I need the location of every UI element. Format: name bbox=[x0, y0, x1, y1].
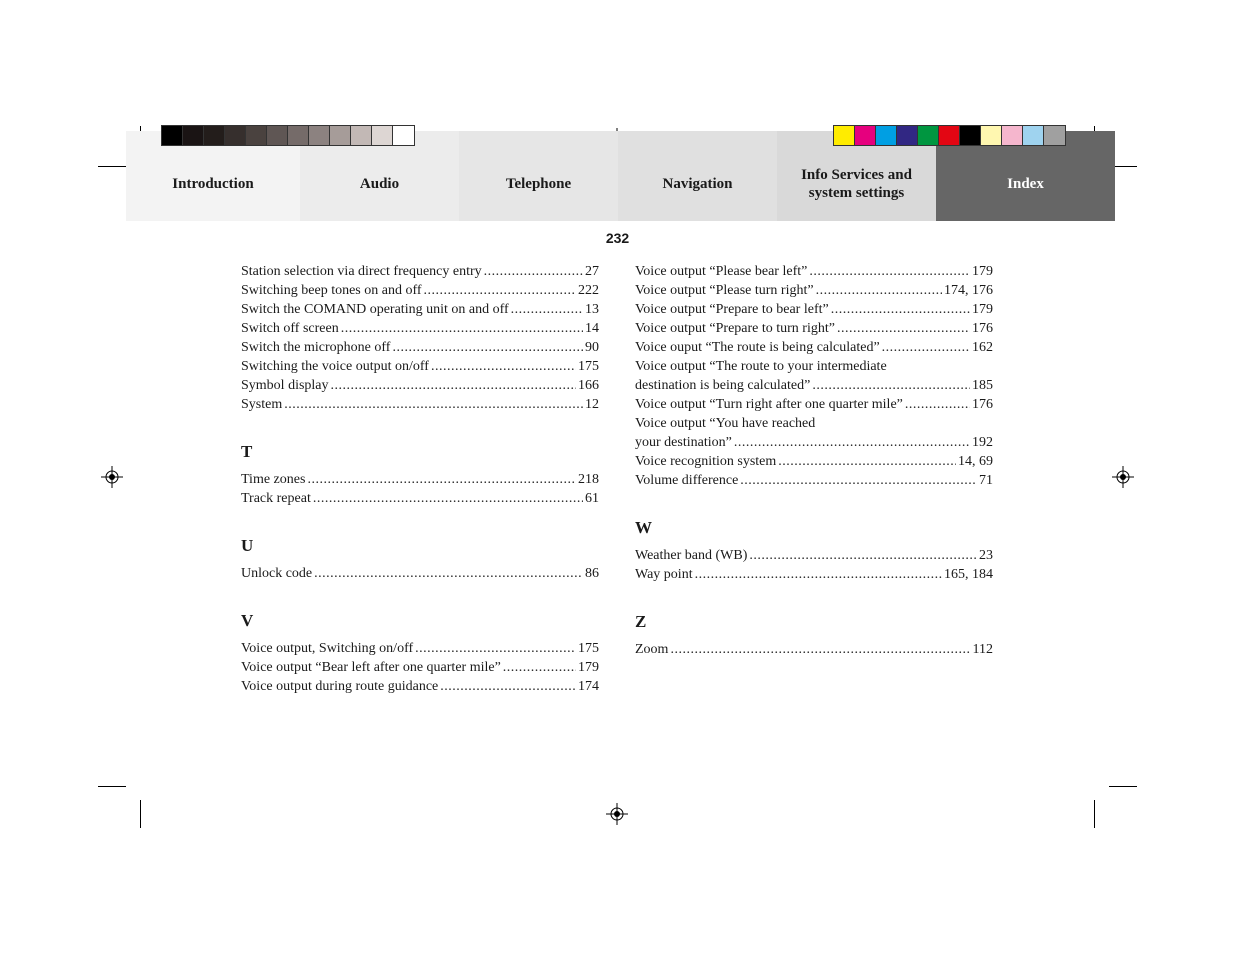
index-entry-term: Switch the microphone off bbox=[241, 340, 391, 355]
index-entry[interactable] bbox=[635, 262, 993, 281]
color-swatch bbox=[897, 126, 918, 145]
index-entry-term: Volume difference bbox=[635, 473, 739, 488]
crop-mark bbox=[1094, 800, 1095, 828]
dot-leader bbox=[740, 471, 977, 490]
index-entry-pages: 13 bbox=[585, 302, 599, 317]
dot-leader bbox=[831, 300, 970, 319]
index-entry[interactable] bbox=[635, 395, 993, 414]
index-entry-term: Voice output “Bear left after one quarter mile” bbox=[241, 660, 501, 675]
index-group-v bbox=[241, 639, 599, 696]
dot-leader bbox=[734, 433, 970, 452]
index-entry[interactable] bbox=[241, 677, 599, 696]
index-entry-pages: 162 bbox=[972, 340, 993, 355]
index-letter-heading: T bbox=[241, 442, 253, 461]
index-entry-term: Station selection via direct frequency entry bbox=[241, 264, 482, 279]
index-entry-pages: 185 bbox=[972, 378, 993, 393]
index-entry[interactable] bbox=[635, 565, 993, 584]
index-entry[interactable] bbox=[635, 433, 993, 452]
color-swatch bbox=[1023, 126, 1044, 145]
color-swatch bbox=[267, 126, 288, 145]
index-column-left bbox=[241, 262, 599, 696]
index-entry[interactable] bbox=[635, 471, 993, 490]
index-entry-pages: 175 bbox=[578, 359, 599, 374]
index-group-v-end bbox=[635, 452, 993, 490]
page-number: 232 bbox=[605, 230, 630, 246]
index-entry[interactable] bbox=[241, 376, 599, 395]
index-entry[interactable] bbox=[635, 300, 993, 319]
index-entry-term: Voice recognition system bbox=[635, 454, 777, 469]
index-group-s bbox=[241, 262, 599, 414]
color-swatch bbox=[1002, 126, 1023, 145]
dot-leader bbox=[503, 658, 576, 677]
index-entry-pages: 14 bbox=[585, 321, 599, 336]
dot-leader bbox=[431, 357, 576, 376]
dot-leader bbox=[314, 564, 583, 583]
dot-leader bbox=[695, 565, 942, 584]
index-entry-pages: 218 bbox=[578, 472, 599, 487]
index-entry-pages: 112 bbox=[972, 642, 993, 657]
index-entry-pages: 165, 184 bbox=[944, 567, 993, 582]
dot-leader bbox=[484, 262, 583, 281]
index-entry-pages: 71 bbox=[979, 473, 993, 488]
index-entry-pages: 86 bbox=[585, 566, 599, 581]
color-swatch bbox=[981, 126, 1002, 145]
dot-leader bbox=[341, 319, 583, 338]
index-group-t bbox=[241, 470, 599, 508]
color-swatch bbox=[204, 126, 225, 145]
index-entry-pages: 174, 176 bbox=[944, 283, 993, 298]
index-entry[interactable] bbox=[241, 281, 599, 300]
registration-mark-icon bbox=[101, 466, 123, 488]
index-entry-term: Voice output “The route to your intermediate bbox=[635, 359, 887, 374]
index-entry-pages: 166 bbox=[578, 378, 599, 393]
index-entry-pages: 192 bbox=[972, 435, 993, 450]
index-group-z bbox=[635, 640, 993, 659]
dot-leader bbox=[778, 452, 956, 471]
dot-leader bbox=[307, 470, 576, 489]
dot-leader bbox=[415, 639, 576, 658]
index-entry-term: Track repeat bbox=[241, 491, 311, 506]
index-entry-pages: 175 bbox=[578, 641, 599, 656]
index-entry[interactable] bbox=[241, 395, 599, 414]
index-entry-pages: 14, 69 bbox=[958, 454, 993, 469]
color-swatch bbox=[372, 126, 393, 145]
index-group-v-intermediate bbox=[635, 376, 993, 395]
color-swatch bbox=[288, 126, 309, 145]
index-entry-term: System bbox=[241, 397, 283, 412]
index-entry-pages: 61 bbox=[585, 491, 599, 506]
index-entry-pages: 174 bbox=[578, 679, 599, 694]
tab-label: Info Services and system settings bbox=[801, 167, 912, 201]
color-swatch bbox=[183, 126, 204, 145]
index-entry[interactable] bbox=[635, 546, 993, 565]
dot-leader bbox=[812, 376, 970, 395]
tab-navigation[interactable] bbox=[618, 131, 777, 221]
index-entry-term: Unlock code bbox=[241, 566, 313, 581]
tab-label: Introduction bbox=[172, 176, 254, 192]
index-entry[interactable] bbox=[635, 376, 993, 395]
index-group-u bbox=[241, 564, 599, 583]
index-entry-term: Voice output “Prepare to bear left” bbox=[635, 302, 829, 317]
dot-leader bbox=[440, 677, 576, 696]
index-entry-term: Voice output “Turn right after one quarter mile” bbox=[635, 397, 903, 412]
index-entry-term: Voice output “You have reached bbox=[635, 416, 816, 431]
crop-mark bbox=[1109, 786, 1137, 787]
index-entry-term: Switching beep tones on and off bbox=[241, 283, 422, 298]
color-swatch bbox=[225, 126, 246, 145]
dot-leader bbox=[392, 338, 583, 357]
registration-mark-icon bbox=[1112, 466, 1134, 488]
index-entry-term: your destination” bbox=[635, 435, 732, 450]
index-entry-term: Symbol display bbox=[241, 378, 329, 393]
color-swatch bbox=[309, 126, 330, 145]
index-entry-term: Voice ouput “The route is being calculated” bbox=[635, 340, 880, 355]
dot-leader bbox=[809, 262, 970, 281]
index-entry-term: Switching the voice output on/off bbox=[241, 359, 429, 374]
index-entry-term: destination is being calculated” bbox=[635, 378, 811, 393]
color-swatch bbox=[960, 126, 981, 145]
index-entry-pages: 12 bbox=[585, 397, 599, 412]
crop-mark bbox=[98, 786, 126, 787]
index-entry-term: Time zones bbox=[241, 472, 306, 487]
color-swatch bbox=[918, 126, 939, 145]
dot-leader bbox=[905, 395, 970, 414]
dot-leader bbox=[424, 281, 576, 300]
index-group-v-reached bbox=[635, 433, 993, 452]
index-entry[interactable] bbox=[241, 338, 599, 357]
index-entry[interactable] bbox=[241, 319, 599, 338]
index-entry-pages: 179 bbox=[578, 660, 599, 675]
index-entry-term: Switch off screen bbox=[241, 321, 339, 336]
registration-mark-icon bbox=[606, 803, 628, 825]
index-entry-term: Voice output “Please turn right” bbox=[635, 283, 814, 298]
index-entry[interactable] bbox=[635, 319, 993, 338]
grayscale-color-bar bbox=[161, 125, 415, 146]
index-entry-term: Voice output “Prepare to turn right” bbox=[635, 321, 835, 336]
tab-label: Index bbox=[1007, 176, 1044, 192]
index-entry[interactable] bbox=[241, 658, 599, 677]
dot-leader bbox=[882, 338, 970, 357]
index-entry[interactable] bbox=[635, 452, 993, 471]
index-entry-term: Voice output during route guidance bbox=[241, 679, 439, 694]
index-entry-term: Voice output “Please bear left” bbox=[635, 264, 808, 279]
color-swatch bbox=[855, 126, 876, 145]
index-entry[interactable] bbox=[635, 640, 993, 659]
index-entry-pages: 176 bbox=[972, 321, 993, 336]
index-letter-heading: Z bbox=[635, 612, 647, 631]
index-entry-pages: 179 bbox=[972, 264, 993, 279]
index-group-v-cont bbox=[635, 262, 993, 357]
dot-leader bbox=[670, 640, 970, 659]
dot-leader bbox=[511, 300, 583, 319]
index-letter-heading: V bbox=[241, 611, 254, 630]
dot-leader bbox=[816, 281, 942, 300]
index-entry[interactable] bbox=[241, 564, 599, 583]
index-entry-term: Zoom bbox=[635, 642, 669, 657]
dot-leader bbox=[313, 489, 583, 508]
tab-label: Telephone bbox=[505, 176, 572, 192]
tab-label: Audio bbox=[359, 176, 400, 192]
index-entry-pages: 27 bbox=[585, 264, 599, 279]
index-entry-pages: 176 bbox=[972, 397, 993, 412]
process-color-bar bbox=[833, 125, 1066, 146]
index-letter-heading: W bbox=[635, 518, 652, 537]
index-entry[interactable] bbox=[241, 262, 599, 281]
index-entry[interactable] bbox=[241, 300, 599, 319]
crop-mark bbox=[140, 800, 141, 828]
color-swatch bbox=[876, 126, 897, 145]
index-entry[interactable] bbox=[635, 338, 993, 357]
index-entry-pages: 90 bbox=[585, 340, 599, 355]
index-entry[interactable] bbox=[241, 489, 599, 508]
index-group-v-turn bbox=[635, 395, 993, 414]
index-column-right bbox=[635, 262, 993, 659]
color-swatch bbox=[393, 126, 414, 145]
crop-mark bbox=[98, 166, 126, 167]
index-entry-term: Voice output, Switching on/off bbox=[241, 641, 414, 656]
tab-label: Navigation bbox=[662, 176, 733, 192]
color-swatch bbox=[939, 126, 960, 145]
color-swatch bbox=[351, 126, 372, 145]
index-entry-term: Switch the COMAND operating unit on and off bbox=[241, 302, 509, 317]
color-swatch bbox=[246, 126, 267, 145]
dot-leader bbox=[331, 376, 576, 395]
index-letter-heading: U bbox=[241, 536, 254, 555]
index-entry-term: Way point bbox=[635, 567, 693, 582]
index-entry-pages: 23 bbox=[979, 548, 993, 563]
index-entry-pages: 222 bbox=[578, 283, 599, 298]
index-entry[interactable] bbox=[635, 281, 993, 300]
dot-leader bbox=[284, 395, 583, 414]
color-swatch bbox=[162, 126, 183, 145]
dot-leader bbox=[749, 546, 977, 565]
index-entry[interactable] bbox=[241, 639, 599, 658]
color-swatch bbox=[834, 126, 855, 145]
color-swatch bbox=[330, 126, 351, 145]
index-group-w bbox=[635, 546, 993, 584]
color-swatch bbox=[1044, 126, 1065, 145]
index-entry-pages: 179 bbox=[972, 302, 993, 317]
index-entry[interactable] bbox=[241, 357, 599, 376]
dot-leader bbox=[837, 319, 970, 338]
index-entry-term: Weather band (WB) bbox=[635, 548, 748, 563]
index-entry[interactable] bbox=[241, 470, 599, 489]
tab-telephone[interactable] bbox=[459, 131, 618, 221]
